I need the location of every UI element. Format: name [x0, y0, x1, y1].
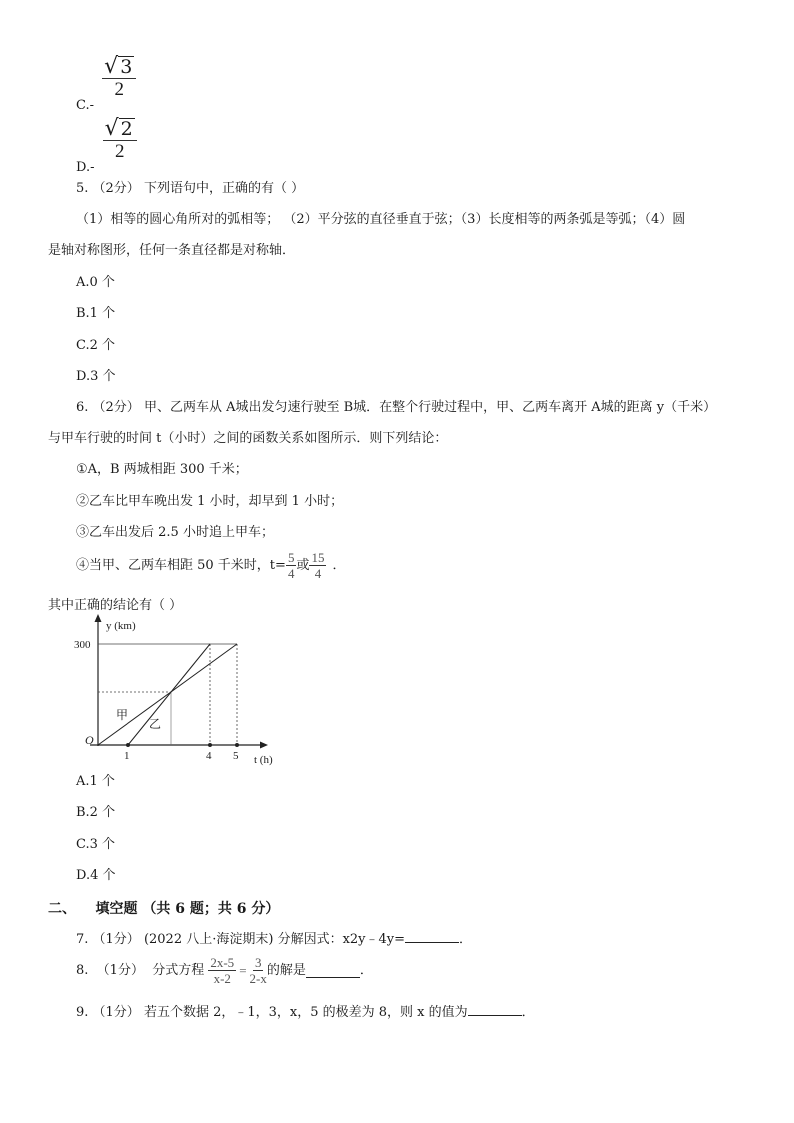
q8-prefix: 8. （1分） 分式方程 — [76, 962, 209, 978]
q8-suffix: 的解是 — [266, 962, 306, 978]
sqrt-3: √ 3 — [102, 56, 136, 79]
option-c — [76, 54, 136, 113]
q6-option-c: C.3 个 — [76, 837, 116, 852]
q7-answer-blank[interactable] — [405, 929, 459, 943]
q5-option-d: D.3 个 — [76, 369, 116, 384]
fraction-15-4: $\frac{15}{4}$ — [311, 550, 325, 581]
point-t4 — [208, 743, 212, 747]
q6-graph — [70, 612, 290, 772]
q6-conclusion-4 — [76, 551, 345, 580]
q8-rhs-fraction: $\frac{3}{2-x}$ — [249, 955, 267, 986]
q8: 8. （1分） 分式方程 $\frac{2x-5}{x-2}$ = $\frac{3}{2-x}$ 的解是 ． — [76, 955, 373, 986]
q6-stem-line1: 6. （2分） 甲、乙两车从 A城出发匀速行驶至 B城．在整个行驶过程中，甲、乙两车离开 A城的距离 y（千米） — [76, 400, 717, 415]
y-axis-arrow — [95, 614, 102, 622]
x-axis-arrow — [260, 742, 268, 749]
q5-statements-line2: 是轴对称图形，任何一条直径都是对称轴． — [48, 243, 296, 258]
q6-conclusion-1: ①A，B 两城相距 300 千米； — [76, 462, 248, 477]
option-d — [76, 116, 137, 175]
option-d-label: D.- — [76, 160, 95, 175]
q5-option-c: C.2 个 — [76, 338, 116, 353]
label-jia: 甲 — [116, 708, 129, 722]
q6-option-d: D.4 个 — [76, 868, 116, 883]
x-tick-1: 1 — [124, 750, 130, 762]
q8-equals: = — [239, 962, 247, 978]
q9-text: 9. （1分） 若五个数据 2，﹣1，3，x，5 的极差为 8，则 x 的值为 — [76, 1005, 468, 1020]
y-tick-300: 300 — [74, 639, 91, 651]
q6-conclusion-3: ③乙车出发后 2.5 小时追上甲车； — [76, 525, 274, 540]
fraction-5-4: $\frac{5}{4}$ — [287, 550, 295, 581]
point-t5 — [235, 743, 239, 747]
q7-text: 7. （1分） (2022 八上·海淀期末) 分解因式：x2y﹣4y= — [76, 932, 406, 947]
q8-answer-blank[interactable] — [306, 964, 360, 978]
option-c-fraction: √ 3 2 — [102, 56, 136, 99]
q5-statements-line1: （1）相等的圆心角所对的弧相等； （2）平分弦的直径垂直于弦；（3）长度相等的两条弧是等弧；（4）圆 — [76, 212, 686, 227]
x-axis-label: t (h) — [254, 754, 273, 766]
origin-label: O — [85, 733, 94, 747]
section-2-title: 二、 填空题 （共 6 题；共 6 分） — [48, 901, 280, 917]
q8-lhs-fraction: $\frac{2x-5}{x-2}$ — [210, 955, 235, 986]
line-yi — [128, 644, 210, 745]
y-axis-label: y (km) — [106, 620, 136, 632]
q6-option-b: B.2 个 — [76, 805, 116, 820]
q6-conclusion-2: ②乙车比甲车晚出发 1 小时，却早到 1 小时； — [76, 494, 344, 509]
option-c-label: C.- — [76, 98, 95, 113]
q6-stem-line2: 与甲车行驶的时间 t（小时）之间的函数关系如图所示．则下列结论： — [48, 431, 448, 446]
q5-stem: 5. （2分） 下列语句中，正确的有（ ） — [76, 181, 305, 196]
q6-c4-or: 或 — [296, 557, 310, 573]
x-tick-4: 4 — [206, 750, 212, 762]
q5-option-b: B.1 个 — [76, 306, 116, 321]
point-t1 — [126, 743, 130, 747]
q7: 7. （1分） (2022 八上·海淀期末) 分解因式：x2y﹣4y= ． — [76, 929, 472, 949]
q6-question: 其中正确的结论有（ ） — [48, 598, 183, 613]
q6-option-a: A.1 个 — [76, 774, 115, 789]
q5-option-a: A.0 个 — [76, 275, 115, 290]
q6-c4-end: ． — [332, 557, 346, 573]
sqrt-2: √ 2 — [103, 118, 137, 141]
label-yi: 乙 — [149, 717, 162, 731]
option-d-fraction: √ 2 2 — [103, 118, 137, 161]
q9: 9. （1分） 若五个数据 2，﹣1，3，x，5 的极差为 8，则 x 的值为 ． — [76, 1002, 535, 1022]
q9-answer-blank[interactable] — [468, 1002, 522, 1016]
q6-c4-prefix: ④当甲、乙两车相距 50 千米时，t= — [76, 557, 286, 573]
line-jia — [98, 644, 237, 745]
x-tick-5: 5 — [233, 750, 239, 762]
